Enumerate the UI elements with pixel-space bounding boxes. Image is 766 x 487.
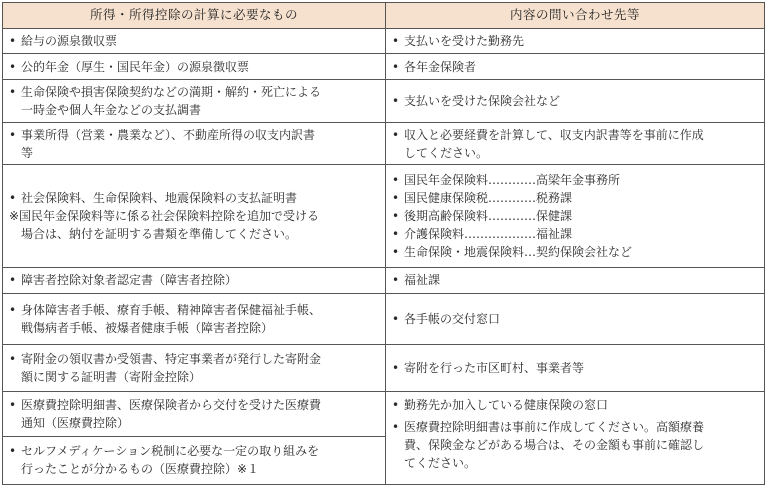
bullet: •: [392, 245, 400, 260]
bullet: •: [392, 419, 400, 434]
contact-text: 各手帳の交付窓口: [404, 311, 501, 326]
contact-text: 収入と必要経費を計算して、収支内訳書等を事前に作成: [404, 127, 704, 142]
contact-note-text: 医療費控除明細書は事前に作成してください。高額療養: [404, 419, 705, 434]
required-item-text: 医療費控除明細書、医療保険者から交付を受けた医療費: [21, 397, 322, 412]
required-item-text: 寄附金の領収書か受領書、特定事業者が発行した寄附金: [21, 351, 322, 366]
bullet: •: [392, 127, 400, 142]
required-item-text-cont: 通知（医療費控除）: [21, 415, 130, 430]
contact-cell: [386, 165, 765, 268]
note-text: ※国民年金保険料等に係る社会保険料控除を追加で受ける: [9, 209, 320, 224]
bullet: •: [392, 360, 400, 375]
required-item-cell: [3, 293, 386, 344]
bullet: •: [392, 311, 400, 326]
required-documents-table: [2, 2, 765, 485]
required-item-cell: [3, 267, 386, 293]
bullet: •: [392, 397, 400, 412]
required-item-cell: [3, 344, 386, 391]
required-item-text: セルフメディケーション税制に必要な一定の取り組みを: [21, 444, 320, 459]
table-row: [3, 293, 765, 344]
table-row: [3, 267, 765, 293]
required-item-cell: [3, 436, 386, 484]
required-item-text-cont: 額に関する証明書（寄附金控除）: [21, 369, 202, 384]
required-item-text-cont: 戦傷病者手帳、被爆者健康手帳（障害者控除）: [21, 320, 274, 335]
contact-cell: [386, 293, 765, 344]
bullet: •: [9, 33, 17, 48]
table-row: [3, 391, 765, 436]
contact-cell: [386, 122, 765, 165]
bullet: •: [392, 59, 400, 74]
table-row: [3, 122, 765, 165]
required-item-text-cont: 行ったことが分かるもの（医療費控除）※１: [21, 462, 260, 477]
bullet: •: [9, 191, 17, 206]
contact-cell: [386, 79, 765, 122]
contact-list-item: [392, 189, 758, 207]
contact-text: 各年金保険者: [404, 59, 477, 74]
required-item-text-cont: 一時金や個人年金などの支払調書: [21, 102, 202, 117]
contact-cell: [386, 267, 765, 293]
contact-text: 福祉課: [404, 273, 441, 288]
bullet: •: [392, 33, 400, 48]
contact-list-item: [392, 243, 758, 261]
required-item-cell: [3, 28, 386, 54]
required-item-text: 障害者控除対象者認定書（障害者控除）: [21, 273, 238, 288]
contact-text: 寄附を行った市区町村、事業者等: [404, 360, 585, 375]
contact-cell: [386, 344, 765, 391]
contact-list-item: [392, 207, 758, 225]
bullet: •: [392, 227, 400, 242]
contact-cell: [386, 391, 765, 484]
required-item-text-cont: 等: [21, 145, 34, 160]
contact-text-cont: してください。: [404, 145, 489, 160]
table-row: [3, 79, 765, 122]
bullet: •: [9, 397, 17, 412]
header-required-items: 所得・所得控除の計算に必要なもの: [3, 3, 386, 29]
header-inquiry-contact: 内容の問い合わせ先等: [386, 3, 765, 29]
bullet: •: [9, 84, 17, 99]
required-item-text: 給与の源泉徴収票: [21, 33, 118, 48]
contact-text: 支払いを受けた保険会社など: [404, 93, 561, 108]
contact-cell: [386, 28, 765, 54]
bullet: •: [9, 302, 17, 317]
bullet: •: [9, 59, 17, 74]
bullet: •: [9, 351, 17, 366]
required-item-cell: [3, 79, 386, 122]
required-item-text: 生命保険や損害保険契約などの満期・解約・死亡による: [21, 84, 322, 99]
required-item-text: 事業所得（営業・農業など）、不動産所得の収支内訳書: [21, 127, 316, 142]
required-item-cell: [3, 165, 386, 268]
contact-text: 介護保険料………………福祉課: [404, 227, 573, 242]
required-item-text: 公的年金（厚生・国民年金）の源泉徴収票: [21, 59, 250, 74]
table-row: [3, 165, 765, 268]
bullet: •: [9, 127, 17, 142]
bullet: •: [392, 209, 400, 224]
contact-list-item: [392, 171, 758, 189]
required-item-cell: [3, 54, 386, 80]
required-item-cell: [3, 122, 386, 165]
bullet: •: [9, 273, 17, 288]
required-item-cell: [3, 391, 386, 436]
contact-note-text-cont: 費、保険金などがある場合は、その金額も事前に確認し: [404, 437, 705, 452]
required-item-text: 身体障害者手帳、療育手帳、精神障害者保健福祉手帳、: [21, 302, 322, 317]
bullet: •: [9, 444, 17, 459]
table-row: [3, 344, 765, 391]
contact-text: 国民年金保険料…………高梁年金事務所: [404, 173, 621, 188]
table-row: [3, 28, 765, 54]
required-item-text: 社会保険料、生命保険料、地震保険料の支払証明書: [21, 191, 298, 206]
bullet: •: [392, 191, 400, 206]
contact-text: 生命保険・地震保険料…契約保険会社など: [404, 245, 633, 260]
contact-cell: [386, 54, 765, 80]
contact-text: 後期高齢保険料…………保健課: [404, 209, 573, 224]
bullet: •: [392, 173, 400, 188]
bullet: •: [392, 273, 400, 288]
contact-text: 国民健康保険税…………税務課: [404, 191, 573, 206]
table-row: [3, 54, 765, 80]
contact-note-text-cont: てください。: [404, 455, 477, 470]
note-text-cont: 場合は、納付を証明する書類を準備してください。: [9, 227, 298, 242]
contact-text: 支払いを受けた勤務先: [404, 33, 525, 48]
contact-text: 勤務先か加入している健康保険の窓口: [404, 397, 609, 412]
table-header-row: [3, 3, 765, 29]
bullet: •: [392, 93, 400, 108]
contact-list-item: [392, 225, 758, 243]
